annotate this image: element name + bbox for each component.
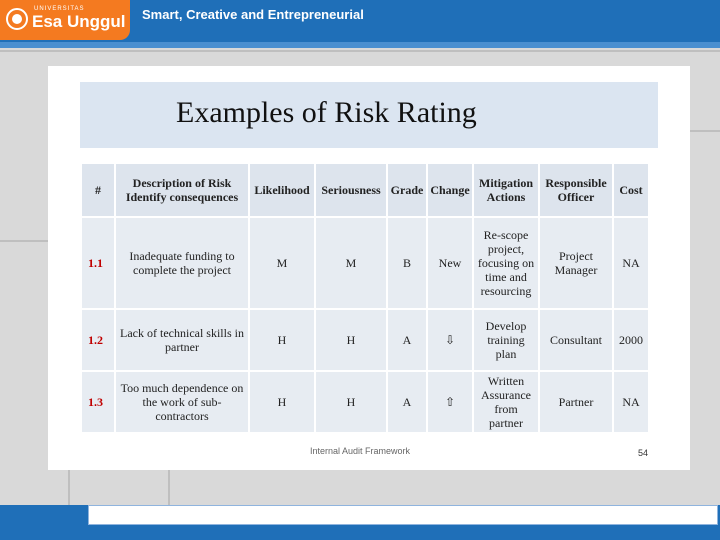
bg-line — [168, 470, 170, 505]
row-number: 1.3 — [81, 371, 115, 433]
mitigation-cell: Develop training plan — [473, 309, 539, 371]
change-cell: New — [427, 217, 473, 309]
bg-line — [0, 50, 720, 52]
bg-line — [690, 130, 720, 132]
bottom-bar-inner — [88, 505, 718, 525]
table-row — [81, 309, 649, 371]
header-cell: Seriousness — [315, 163, 387, 217]
change-up-arrow-icon: ⇧ — [427, 371, 473, 433]
logo-name: Esa Unggul — [32, 12, 126, 31]
header-cell: # — [81, 163, 115, 217]
bg-line — [0, 240, 48, 242]
header-cell: Change — [427, 163, 473, 217]
page-number: 54 — [638, 448, 649, 458]
risk-description: Lack of technical skills in partner — [115, 309, 249, 371]
header-cell: Responsible Officer — [539, 163, 613, 217]
row-number: 1.2 — [81, 309, 115, 371]
bottom-bar — [0, 505, 720, 540]
slide-title: Examples of Risk Rating — [176, 96, 477, 129]
likelihood-cell: H — [249, 371, 315, 433]
table-row — [81, 371, 649, 433]
officer-cell: Consultant — [539, 309, 613, 371]
change-down-arrow-icon: ⇩ — [427, 309, 473, 371]
slide-footer: Internal Audit Framework — [310, 446, 411, 456]
bg-line — [68, 470, 70, 505]
risk-rating-table — [80, 162, 650, 434]
mitigation-cell: Written Assurance from partner — [473, 371, 539, 433]
seriousness-cell: H — [315, 371, 387, 433]
header-stripe — [0, 42, 720, 48]
header-cell: Cost — [613, 163, 649, 217]
table-row — [81, 217, 649, 309]
likelihood-cell: M — [249, 217, 315, 309]
officer-cell: Partner — [539, 371, 613, 433]
table-header-row — [81, 163, 649, 217]
risk-description: Inadequate funding to complete the project — [115, 217, 249, 309]
university-logo[interactable] — [0, 0, 130, 40]
header-cell: Likelihood — [249, 163, 315, 217]
grade-cell: A — [387, 371, 427, 433]
cost-cell: NA — [613, 371, 649, 433]
row-number: 1.1 — [81, 217, 115, 309]
mitigation-cell: Re-scope project, focusing on time and resourcing — [473, 217, 539, 309]
risk-description: Too much dependence on the work of sub-contractors — [115, 371, 249, 433]
likelihood-cell: H — [249, 309, 315, 371]
officer-cell: Project Manager — [539, 217, 613, 309]
header-bar — [0, 0, 720, 42]
title-box — [80, 82, 658, 148]
logo-mark-icon — [6, 8, 28, 30]
tagline: Smart, Creative and Entrepreneurial — [142, 7, 364, 22]
grade-cell: A — [387, 309, 427, 371]
logo-small-text: UNIVERSITAS — [34, 6, 85, 12]
cost-cell: 2000 — [613, 309, 649, 371]
header-cell: Mitigation Actions — [473, 163, 539, 217]
seriousness-cell: H — [315, 309, 387, 371]
cost-cell: NA — [613, 217, 649, 309]
header-cell: Description of Risk Identify consequences — [115, 163, 249, 217]
seriousness-cell: M — [315, 217, 387, 309]
grade-cell: B — [387, 217, 427, 309]
header-cell: Grade — [387, 163, 427, 217]
